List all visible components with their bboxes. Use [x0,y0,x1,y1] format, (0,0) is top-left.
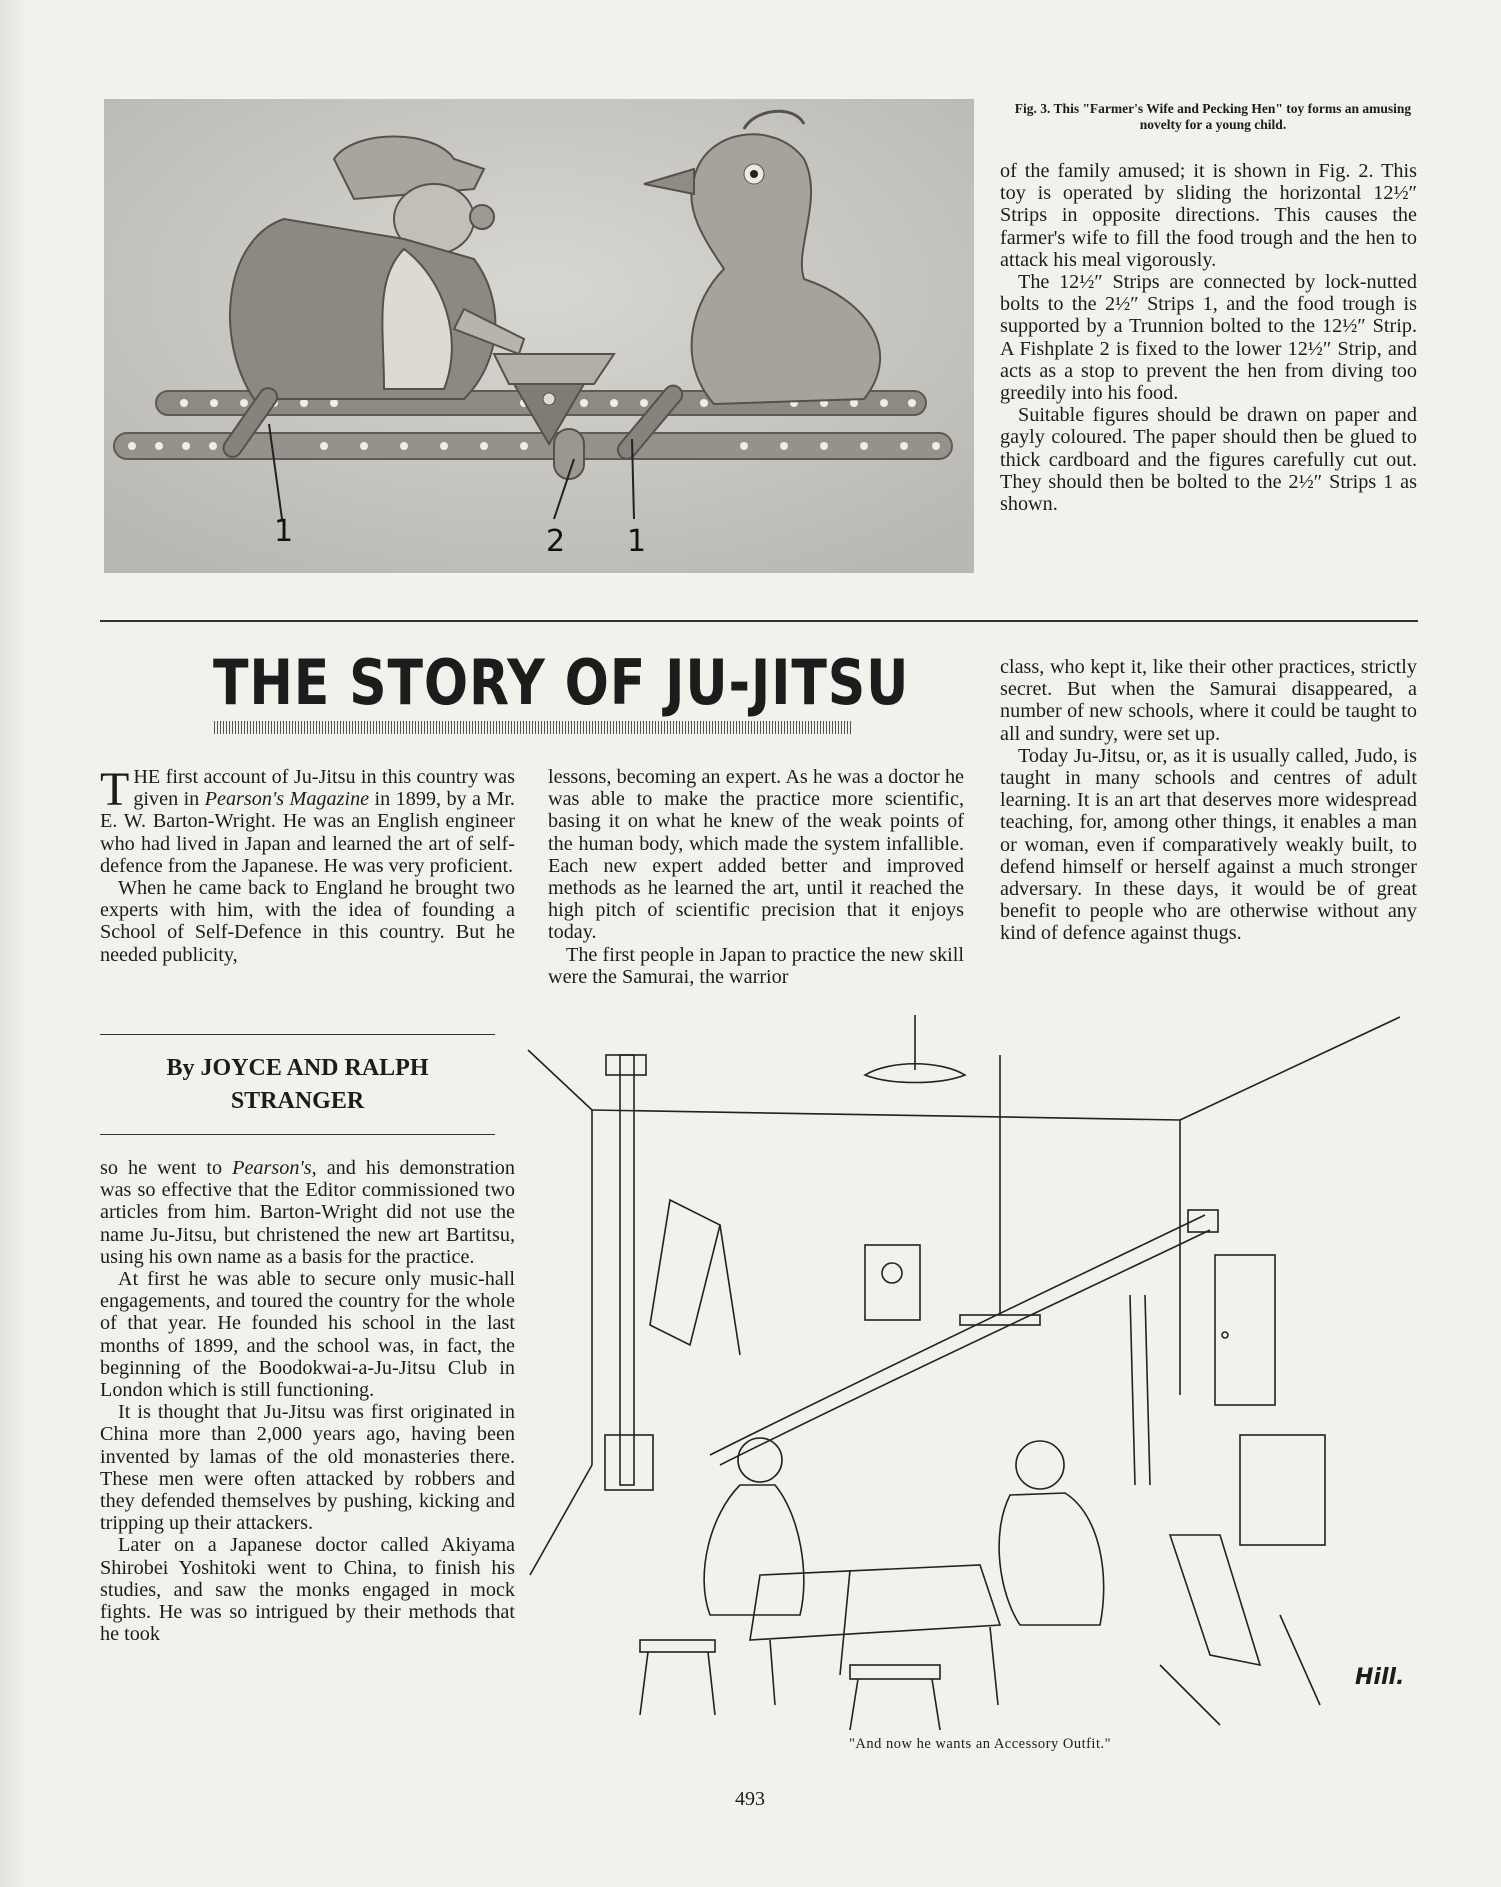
toy-paragraph-3: Suitable figures should be drawn on paper and gayly coloured. The paper should then be glued to thick cardboard and the figures carefully cut out. They should then be bolted to the 2½″ Strips 1 as shown. [1000,404,1417,516]
page-binding-shadow [0,0,28,1887]
section-divider [100,620,1418,622]
figure-label-1-left: 1 [274,514,294,549]
article-paragraph-5: It is thought that Ju-Jitsu was first originated in China more than 2,000 years ago, having been invented by lamas of the old monasteries there. These men were often attacked by robbers and they defended themselves by pushing, kicking and tripping up their attackers. [100,1401,515,1535]
figure3-illustration [104,99,974,573]
meccano-room-cartoon-image [520,1015,1420,1730]
page-number: 493 [735,1788,765,1810]
title-underline-hatch [214,721,852,734]
article-paragraph-col2-2: The first people in Japan to practice the new skill were the Samurai, the warrior [548,943,964,988]
figure-label-2: 2 [546,524,566,559]
article-col3 [1000,656,1417,945]
article-paragraph-6: Later on a Japanese doctor called Akiyama Shirobei Yoshitoki went to China, to finish his studies, and saw the monks engaged in mock fights. He was so intrigued by their methods that he took [100,1534,515,1646]
drop-cap: T [100,763,130,816]
article-paragraph-1: THE first account of Ju-Jitsu in this country was given in Pearson's Magazine in 1899, by a Mr. E. W. Barton-Wright. He was an English engineer who had lived in Japan and learned the art of self-defence from the Japanese. He was very proficient. [100,763,515,877]
cartoon-signature: Hill. [1355,1665,1405,1690]
article-paragraph-col2-1: lessons, becoming an expert. As he was a doctor he was able to make the practice more scientific, basing it on what he knew of the weak points of the human body, which made the system infallible. Each new expert added better and improved methods as he learned the art, until it reached the high pitch of scientific precision that it enjoys today. [548,766,964,944]
article-col2 [548,766,964,988]
article-col1-top [100,763,515,966]
cartoon-caption: "And now he wants an Accessory Outfit." [848,1736,1112,1752]
article-paragraph-col3-1: class, who kept it, like their other practices, strictly secret. But when the Samurai disappeared, a number of new schools, where it could be taught to all and sundry, were set up. [1000,656,1417,745]
cartoon-illustration [520,1015,1420,1730]
figure3-caption: Fig. 3. This "Farmer's Wife and Pecking Hen" toy forms an amusing novelty for a young child. [1014,101,1412,132]
article-paragraph-3: so he went to Pearson's, and his demonstration was so effective that the Editor commissioned two articles from him. Barton-Wright did not use the name Ju-Jitsu, but christened the new art Bartitsu, using his own name as a basis for the practice. [100,1157,515,1268]
farmer-wife-pecking-hen-toy-image [104,99,974,573]
article-title: THE STORY OF JU-JITSU [213,646,910,719]
figure-label-1-right: 1 [627,524,647,559]
article-paragraph-col3-2: Today Ju-Jitsu, or, as it is usually called, Judo, is taught in many schools and centres of adult learning. It is an art that deserves more widespread teaching, for, among other things, it enables a man or woman, even if comparatively weakly built, to defend himself or herself against a much stronger adversary. In these days, it would be of great benefit to people who are otherwise without any kind of defence against thugs. [1000,744,1417,945]
article-byline: By JOYCE AND RALPH STRANGER [166,1055,429,1114]
byline-rule-bottom [100,1134,495,1135]
article-paragraph-2: When he came back to England he brought two experts with him, with the idea of founding a School of Self-Defence in this country. But he needed publicity, [100,877,515,966]
toy-paragraph-2: The 12½″ Strips are connected by lock-nutted bolts to the 2½″ Strips 1, and the food trough is supported by a Trunnion bolted to the 12½″ Strip. A Fishplate 2 is fixed to the lower 12½″ Strip, and acts as a stop to prevent the hen from diving too greedily into his food. [1000,271,1417,405]
byline-rule-top [100,1034,495,1035]
toy-description-text [1000,160,1417,515]
toy-paragraph-1: of the family amused; it is shown in Fig. 2. This toy is operated by sliding the horizontal 12½″ Strips in opposite directions. This causes the farmer's wife to fill the food trough and the hen to attack his meal vigorously. [1000,160,1417,271]
article-col1-bottom [100,1157,515,1645]
article-paragraph-4: At first he was able to secure only music-hall engagements, and toured the country for the whole of that year. He founded his school in the last months of 1899, and the school was, in fact, the beginning of the Boodokwai-a-Ju-Jitsu Club in London which is still functioning. [100,1268,515,1402]
